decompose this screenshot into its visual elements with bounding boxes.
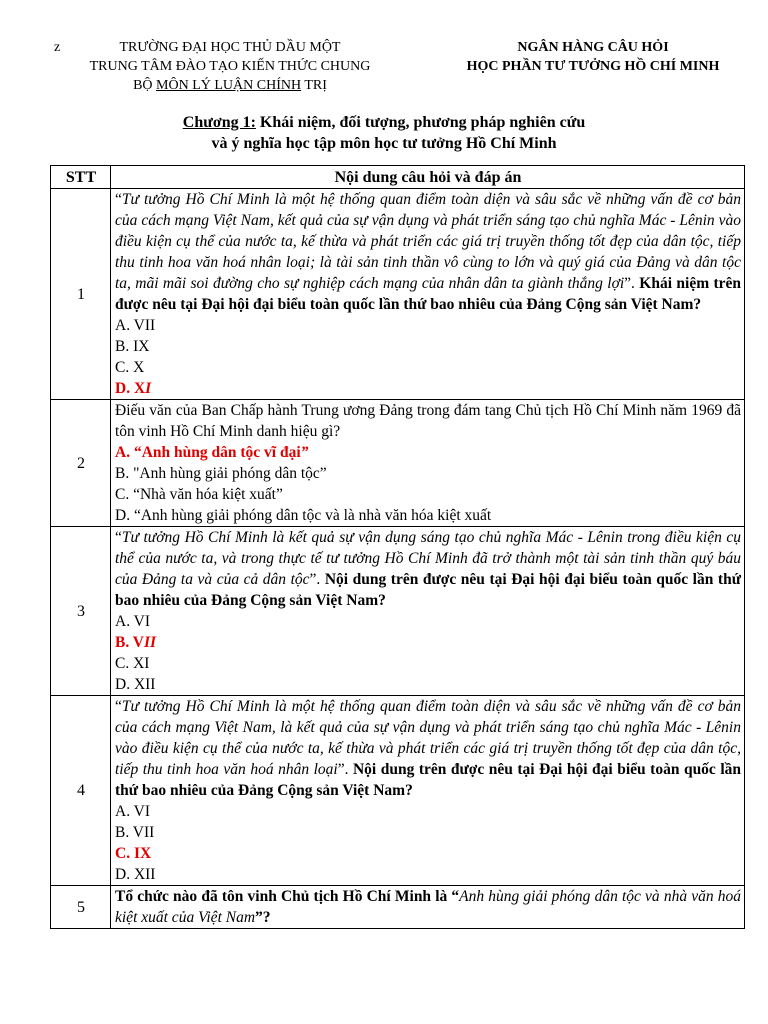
answer-option: B. VII (115, 824, 155, 841)
quoted-passage: Tư tưởng Hồ Chí Minh là kết quả sự vận dụng sáng tạo chủ nghĩa Mác - Lênin trong điều kiện cụ thể của nước ta, và trong thực tế tư tưởng Hồ Chí Minh đã trở thành một tài sản tinh thần quý báu của Đảng ta và của cả dân tộc (115, 529, 741, 588)
answer-option: D. XII (115, 676, 156, 693)
school-name-line (50, 38, 410, 57)
correct-answer-italic: ” (300, 444, 309, 461)
stray-mark: z (54, 40, 61, 55)
correct-answer-option (115, 378, 741, 399)
department-suffix: TRỊ (301, 78, 327, 93)
close-quote: ”. (337, 761, 349, 778)
table-row (51, 400, 745, 527)
question-prompt: Tổ chức nào đã tôn vinh Chủ tịch Hồ Chí Minh là “ (115, 888, 460, 905)
correct-answer-main: C. IX (115, 845, 152, 862)
table-row (51, 696, 745, 886)
answer-option: C. X (115, 359, 145, 376)
correct-answer-main: D. X (115, 380, 146, 397)
correct-answer-option (115, 632, 741, 653)
correct-answer-option (115, 442, 741, 463)
center-name: TRUNG TÂM ĐÀO TẠO KIẾN THỨC CHUNG (89, 59, 371, 74)
table-header-row (51, 166, 745, 189)
answer-option: D. XII (115, 866, 156, 883)
question-cell (111, 400, 745, 527)
table-row (51, 527, 745, 696)
column-header-content: Nội dung câu hỏi và đáp án (111, 166, 745, 189)
correct-answer-italic: I (145, 380, 152, 397)
close-quote: ”. (309, 571, 321, 588)
document-title-block (428, 38, 758, 76)
course-title: HỌC PHẦN TƯ TƯỞNG HỒ CHÍ MINH (466, 59, 720, 74)
question-number: 4 (51, 696, 111, 886)
question-text (115, 527, 741, 611)
table-row (51, 189, 745, 400)
correct-answer-option (115, 843, 741, 864)
question-number: 2 (51, 400, 111, 527)
question-text (115, 696, 741, 801)
answer-option: B. "Anh hùng giải phóng dân tộc” (115, 465, 327, 482)
answer-option: A. VII (115, 317, 156, 334)
question-cell (111, 886, 745, 929)
question-table (50, 165, 745, 929)
table-row (51, 886, 745, 929)
close-quote: ”? (255, 909, 271, 926)
department-prefix: BỘ (133, 78, 157, 93)
question-text (115, 886, 741, 928)
institution-block (50, 38, 410, 95)
correct-answer-main: A. “Anh hùng dân tộc vĩ đại (115, 444, 301, 461)
open-quote: “ (115, 529, 122, 546)
school-name: TRƯỜNG ĐẠI HỌC THỦ DẦU MỘT (119, 40, 341, 55)
answer-option: A. VI (115, 803, 151, 820)
question-prompt: Nội dung trên được nêu tại Đại hội đại biểu toàn quốc lần thứ bao nhiêu của Đảng Cộng sản Việt Nam? (115, 571, 741, 609)
chapter-title-line-1 (0, 112, 768, 133)
department-name (50, 76, 410, 95)
document-title: NGÂN HÀNG CÂU HỎI (517, 40, 669, 55)
answer-option: D. “Anh hùng giải phóng dân tộc và là nhà văn hóa kiệt xuất (115, 507, 492, 524)
chapter-title (0, 112, 768, 154)
question-number: 3 (51, 527, 111, 696)
chapter-label: Chương 1: (182, 114, 256, 131)
open-quote: “ (115, 698, 122, 715)
chapter-title-line-2: và ý nghĩa học tập môn học tư tưởng Hồ Chí Minh (211, 135, 557, 152)
quoted-passage: Tư tưởng Hồ Chí Minh là một hệ thống quan điểm toàn diện và sâu sắc về những vấn đề cơ bản của cách mạng Việt Nam, kết quả của sự vận dụng và phát triển sáng tạo chủ nghĩa Mác - Lênin vào điều kiện cụ thể của nước ta, kế thừa và phát triển các giá trị truyền thống tốt đẹp của dân tộc, tiếp thu tinh hoa văn hoá nhân loại; là tài sản tinh thần vô cùng to lớn và quý giá của Đảng và dân tộc ta, mãi mãi soi đường cho sự nghiệp cách mạng của nhân dân ta giành thắng lợi (115, 191, 741, 292)
correct-answer-italic: II (144, 634, 157, 651)
answer-option: B. IX (115, 338, 150, 355)
quoted-passage: Tư tưởng Hồ Chí Minh là một hệ thống quan điểm toàn diện và sâu sắc về những vấn đề cơ bản của cách mạng Việt Nam, là kết quả của sự vận dụng và phát triển sáng tạo chủ nghĩa Mác - Lênin vào điều kiện cụ thể của nước ta, kế thừa và phát triển các giá trị truyền thống tốt đẹp của dân tộc, tiếp thu tinh hoa văn hoá nhân loại (115, 698, 741, 778)
correct-answer-main: B. V (115, 634, 145, 651)
question-text (115, 189, 741, 315)
department-underlined: MÔN LÝ LUẬN CHÍNH (156, 78, 302, 93)
question-number: 1 (51, 189, 111, 400)
question-cell (111, 696, 745, 886)
answer-option: A. VI (115, 613, 151, 630)
document-header (50, 38, 740, 98)
open-quote: “ (115, 191, 122, 208)
question-text: Điếu văn của Ban Chấp hành Trung ương Đảng trong đám tang Chủ tịch Hồ Chí Minh năm 1969 đã tôn vinh Hồ Chí Minh danh hiệu gì? (115, 402, 741, 440)
question-number: 5 (51, 886, 111, 929)
answer-option: C. “Nhà văn hóa kiệt xuất” (115, 486, 283, 503)
column-header-stt: STT (51, 166, 111, 189)
answer-option: C. XI (115, 655, 150, 672)
question-cell (111, 189, 745, 400)
question-prompt: Khái niệm trên được nêu tại Đại hội đại biểu toàn quốc lần thứ bao nhiêu của Đảng Cộng sản Việt Nam? (115, 275, 742, 313)
question-prompt: Nội dung trên được nêu tại Đại hội đại biểu toàn quốc lần thứ bao nhiêu của Đảng Cộng sản Việt Nam? (115, 761, 741, 799)
chapter-title-rest: Khái niệm, đối tượng, phương pháp nghiên cứu (255, 114, 586, 131)
quoted-passage: Anh hùng giải phóng dân tộc và nhà văn hoá kiệt xuất của Việt Nam (115, 888, 741, 926)
question-cell (111, 527, 745, 696)
close-quote: ”. (624, 275, 635, 292)
